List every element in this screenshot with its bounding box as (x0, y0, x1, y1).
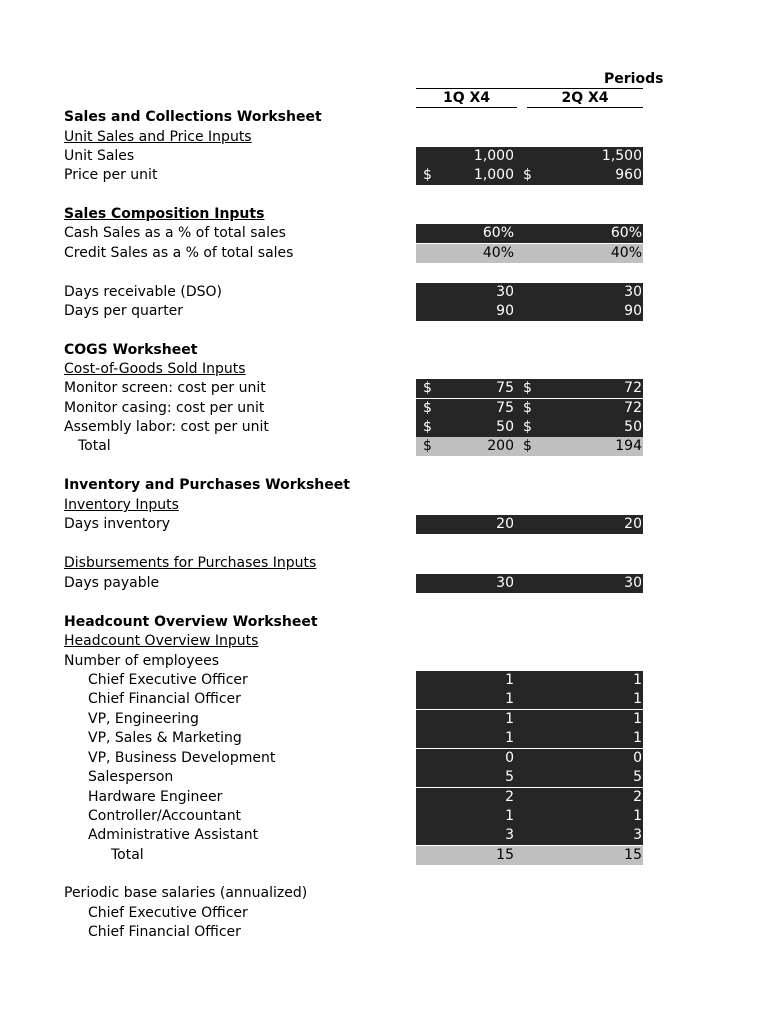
currency-symbol: $ (423, 438, 432, 454)
headcount-cells (416, 807, 643, 826)
days-inventory-cells (416, 515, 643, 534)
headcount-q1[interactable]: 5 (505, 769, 514, 785)
headcount-q2[interactable]: 0 (633, 750, 642, 766)
cogs-inputs-title: Cost-of-Goods Sold Inputs (64, 361, 246, 377)
unit-sales-q2[interactable]: 1,500 (601, 148, 642, 164)
role-label: Chief Executive Officer (88, 672, 248, 688)
headcount-row (0, 710, 768, 729)
headcount-row (0, 788, 768, 807)
headcount-cells (416, 768, 643, 787)
headcount-inputs-row (0, 632, 768, 651)
days-inventory-label: Days inventory (64, 516, 171, 532)
price-label: Price per unit (64, 167, 158, 183)
disbursements-title: Disbursements for Purchases Inputs (64, 555, 317, 571)
headcount-q1[interactable]: 1 (505, 691, 514, 707)
cogs-total-cells (416, 437, 643, 456)
role-label: VP, Sales & Marketing (88, 730, 242, 746)
role-label: Administrative Assistant (88, 827, 259, 843)
days-per-quarter-q1[interactable]: 90 (496, 303, 514, 319)
headcount-q2[interactable]: 1 (633, 672, 642, 688)
headcount-q1[interactable]: 2 (505, 789, 514, 805)
headcount-row (0, 690, 768, 709)
credit-sales-label: Credit Sales as a % of total sales (64, 245, 294, 261)
currency-symbol: $ (523, 380, 532, 396)
cogs-total-q1[interactable]: 200 (487, 438, 514, 454)
monitor-screen-label: Monitor screen: cost per unit (64, 380, 266, 396)
days-receivable-label: Days receivable (DSO) (64, 284, 222, 300)
assembly-labor-q2[interactable]: 50 (624, 419, 642, 435)
price-q2[interactable]: 960 (615, 167, 642, 183)
headcount-row (0, 671, 768, 690)
days-per-quarter-cells (416, 302, 643, 321)
currency-symbol: $ (423, 400, 432, 416)
composition-title: Sales Composition Inputs (64, 206, 265, 222)
composition-title-row (0, 205, 768, 224)
inventory-section-row (0, 476, 768, 495)
days-payable-q1[interactable]: 30 (496, 575, 514, 591)
days-inventory-q1[interactable]: 20 (496, 516, 514, 532)
monitor-screen-cells (416, 379, 643, 398)
assembly-labor-cells (416, 418, 643, 437)
inventory-section-title: Inventory and Purchases Worksheet (64, 477, 350, 493)
cogs-section-title: COGS Worksheet (64, 342, 198, 358)
headcount-cells (416, 788, 643, 807)
currency-symbol: $ (523, 400, 532, 416)
role-label: VP, Engineering (88, 711, 199, 727)
price-q1[interactable]: 1,000 (473, 167, 514, 183)
cash-sales-q2[interactable]: 60% (610, 225, 642, 241)
sales-section-title: Sales and Collections Worksheet (64, 109, 322, 125)
credit-sales-q1[interactable]: 40% (482, 245, 514, 261)
column-header-q1[interactable]: 1Q X4 (416, 89, 517, 108)
headcount-cells (416, 710, 643, 729)
disbursements-title-row (0, 554, 768, 573)
currency-symbol: $ (523, 438, 532, 454)
headcount-row (0, 768, 768, 787)
currency-symbol: $ (423, 380, 432, 396)
cogs-section-row (0, 341, 768, 360)
headcount-cells (416, 826, 643, 845)
days-receivable-q1[interactable]: 30 (496, 284, 514, 300)
monitor-casing-row (0, 399, 768, 418)
days-payable-row (0, 574, 768, 593)
role-label: Hardware Engineer (88, 789, 223, 805)
headcount-q2[interactable]: 1 (633, 691, 642, 707)
days-receivable-row (0, 283, 768, 302)
headcount-total-cells (416, 846, 643, 865)
unit-inputs-row (0, 128, 768, 147)
headcount-q1[interactable]: 1 (505, 808, 514, 824)
role-label: Chief Financial Officer (88, 691, 241, 707)
cogs-inputs-row (0, 360, 768, 379)
unit-sales-label: Unit Sales (64, 148, 135, 164)
days-receivable-cells (416, 283, 643, 302)
headcount-total-label: Total (111, 847, 144, 863)
days-per-quarter-row (0, 302, 768, 321)
days-receivable-q2[interactable]: 30 (624, 284, 642, 300)
days-inventory-q2[interactable]: 20 (624, 516, 642, 532)
price-cells (416, 166, 643, 185)
employees-label: Number of employees (64, 653, 220, 669)
monitor-casing-q1[interactable]: 75 (496, 400, 514, 416)
cash-sales-row (0, 224, 768, 243)
salary-role-row (0, 923, 768, 942)
assembly-labor-q1[interactable]: 50 (496, 419, 514, 435)
headcount-q1[interactable]: 1 (505, 711, 514, 727)
currency-symbol: $ (423, 419, 432, 435)
days-per-quarter-label: Days per quarter (64, 303, 184, 319)
headcount-row (0, 826, 768, 845)
days-per-quarter-q2[interactable]: 90 (624, 303, 642, 319)
headcount-section-title: Headcount Overview Worksheet (64, 614, 318, 630)
cogs-total-q2[interactable]: 194 (615, 438, 642, 454)
headcount-cells (416, 729, 643, 748)
monitor-screen-q1[interactable]: 75 (496, 380, 514, 396)
headcount-q1[interactable]: 1 (505, 730, 514, 746)
cogs-total-row (0, 437, 768, 456)
inventory-inputs-row (0, 496, 768, 515)
headcount-total-q2[interactable]: 15 (624, 847, 642, 863)
headcount-row (0, 749, 768, 768)
headcount-q2[interactable]: 1 (633, 730, 642, 746)
headcount-q2[interactable]: 5 (633, 769, 642, 785)
salaries-label-row (0, 884, 768, 903)
cogs-total-label: Total (78, 438, 111, 454)
days-payable-cells (416, 574, 643, 593)
column-header-q2[interactable]: 2Q X4 (527, 89, 643, 108)
role-label: Salesperson (88, 769, 174, 785)
cash-sales-cells (416, 224, 643, 243)
currency-symbol: $ (523, 167, 532, 183)
days-inventory-row (0, 515, 768, 534)
headcount-total-q1[interactable]: 15 (496, 847, 514, 863)
assembly-labor-row (0, 418, 768, 437)
currency-symbol: $ (423, 167, 432, 183)
headcount-cells (416, 671, 643, 690)
headcount-row (0, 729, 768, 748)
inventory-inputs-title: Inventory Inputs (64, 497, 179, 513)
headcount-cells (416, 690, 643, 709)
monitor-casing-cells (416, 399, 643, 418)
role-label: Controller/Accountant (88, 808, 242, 824)
headcount-q2[interactable]: 1 (633, 808, 642, 824)
unit-sales-cells (416, 147, 643, 166)
salary-role-row (0, 904, 768, 923)
headcount-q2[interactable]: 3 (633, 827, 642, 843)
headcount-q2[interactable]: 1 (633, 711, 642, 727)
salary-role-label: Chief Financial Officer (88, 924, 241, 940)
headcount-cells (416, 749, 643, 768)
cash-sales-q1[interactable]: 60% (482, 225, 514, 241)
headcount-inputs-title: Headcount Overview Inputs (64, 633, 259, 649)
headcount-q1[interactable]: 0 (505, 750, 514, 766)
employees-label-row (0, 652, 768, 671)
cash-sales-label: Cash Sales as a % of total sales (64, 225, 286, 241)
headcount-q1[interactable]: 3 (505, 827, 514, 843)
unit-sales-row (0, 147, 768, 166)
headcount-total-row (0, 846, 768, 865)
salary-role-label: Chief Executive Officer (88, 905, 248, 921)
monitor-casing-label: Monitor casing: cost per unit (64, 400, 265, 416)
monitor-casing-q2[interactable]: 72 (624, 400, 642, 416)
headcount-q1[interactable]: 1 (505, 672, 514, 688)
headcount-row (0, 807, 768, 826)
salaries-label: Periodic base salaries (annualized) (64, 885, 308, 901)
monitor-screen-q2[interactable]: 72 (624, 380, 642, 396)
unit-sales-q1[interactable]: 1,000 (473, 148, 514, 164)
credit-sales-q2[interactable]: 40% (610, 245, 642, 261)
unit-inputs-title: Unit Sales and Price Inputs (64, 129, 252, 145)
currency-symbol: $ (523, 419, 532, 435)
headcount-q2[interactable]: 2 (633, 789, 642, 805)
days-payable-q2[interactable]: 30 (624, 575, 642, 591)
assembly-labor-label: Assembly labor: cost per unit (64, 419, 269, 435)
days-payable-label: Days payable (64, 575, 160, 591)
price-row (0, 166, 768, 185)
monitor-screen-row (0, 379, 768, 398)
headcount-section-row (0, 613, 768, 632)
sales-section-row (0, 108, 768, 127)
credit-sales-cells (416, 244, 643, 263)
credit-sales-row (0, 244, 768, 263)
periods-title: Periods (604, 71, 664, 87)
role-label: VP, Business Development (88, 750, 276, 766)
